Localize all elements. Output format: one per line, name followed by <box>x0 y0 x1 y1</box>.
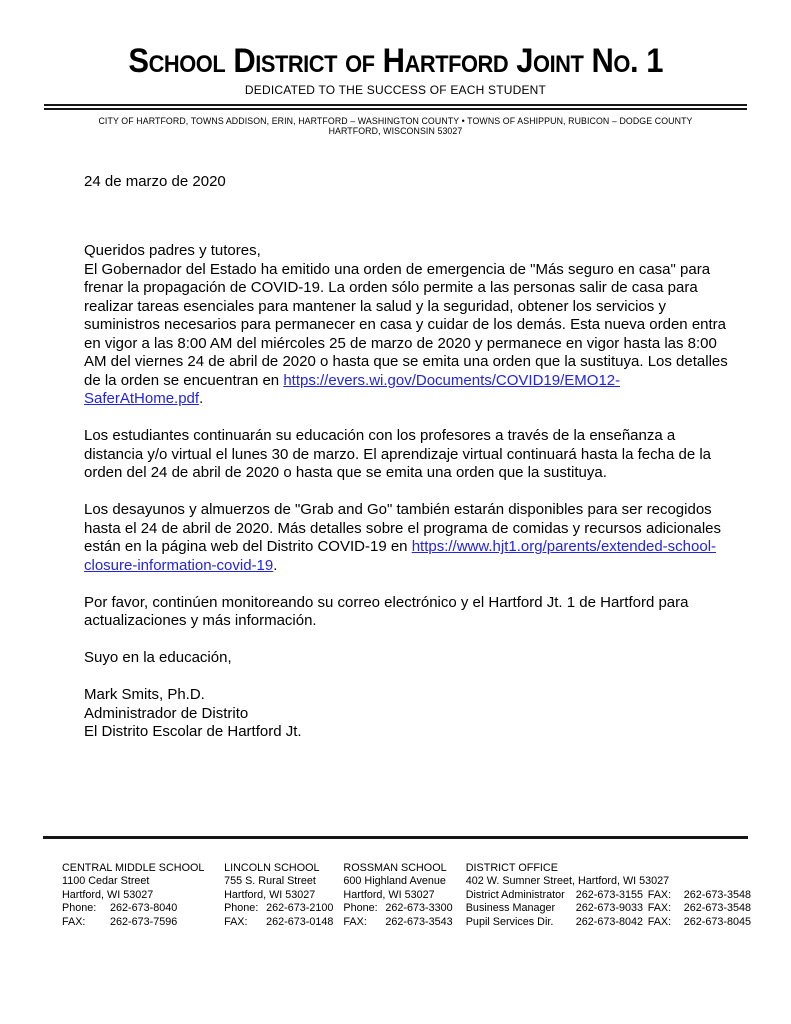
district-office-rows <box>466 889 751 929</box>
phone-label: Phone: <box>343 902 378 915</box>
signature-org: El Distrito Escolar de Hartford Jt. <box>84 723 302 741</box>
school-fax-row <box>343 916 465 929</box>
school-fax-row <box>62 916 224 929</box>
district-office-name: DISTRICT OFFICE <box>465 862 558 874</box>
district-office-row <box>466 902 751 915</box>
role-label: Pupil Services Dir. <box>465 915 554 928</box>
school-fax-row <box>224 916 343 929</box>
phone-label: Phone: <box>62 902 97 915</box>
school-phone-row <box>62 902 224 915</box>
role-label: Business Manager <box>465 902 556 915</box>
paragraph-emergency-order <box>84 261 734 409</box>
fax-label: FAX: <box>224 915 248 928</box>
paragraph-virtual-learning <box>84 427 734 483</box>
closing: Suyo en la educación, <box>84 649 232 667</box>
signature-name: Mark Smits, Ph.D. <box>84 686 205 704</box>
letter-body <box>84 173 734 742</box>
fax-number: 262-673-3548 <box>683 888 751 901</box>
letter-date: 24 de marzo de 2020 <box>84 172 226 190</box>
paragraph-grab-and-go-meals <box>84 501 734 575</box>
school-address-line: 600 Highland Avenue <box>343 875 446 888</box>
greeting: Queridos padres y tutores, <box>84 242 261 260</box>
fax-number: 262-673-8045 <box>683 915 751 928</box>
role-label: District Administrator <box>465 888 565 901</box>
title-wrap <box>0 44 791 80</box>
school-name: CENTRAL MIDDLE SCHOOL <box>62 862 205 874</box>
phone-number: 262-673-8042 <box>575 915 643 928</box>
phone-label: Phone: <box>224 902 259 915</box>
school-columns <box>62 862 751 929</box>
footer <box>0 836 791 929</box>
footer-rule <box>43 836 748 839</box>
school-phone-row <box>224 902 343 915</box>
signature-title: Administrador de Distrito <box>84 704 249 722</box>
fax-label: FAX: <box>647 915 672 928</box>
district-office-column <box>466 862 751 929</box>
phone-number: 262-673-8040 <box>110 902 178 915</box>
hyperlink[interactable]: https://evers.wi.gov/Documents/COVID19/EMO12-SaferAtHome.pdf <box>84 371 621 408</box>
school-address-line: Hartford, WI 53027 <box>224 888 316 901</box>
fax-number: 262-673-3548 <box>683 902 751 915</box>
school-address-line: 755 S. Rural Street <box>224 875 316 888</box>
text-segment: Los desayunos y almuerzos de "Grab and Go" también estarán disponibles para ser recogidos hasta el 24 de abril de 2020. Más detalles sobre el programa de comidas y recursos adicionales están en la página web del Distrito COVID-19 en <box>84 501 722 556</box>
district-title: School District of Hartford Joint No. 1 <box>128 42 663 80</box>
school-column <box>343 862 465 929</box>
fax-label: FAX: <box>647 888 672 901</box>
district-office-row <box>466 889 751 902</box>
district-office-address: 402 W. Sumner Street, Hartford, WI 53027 <box>465 875 670 888</box>
school-name: ROSSMAN SCHOOL <box>343 862 447 874</box>
text-segment: El Gobernador del Estado ha emitido una orden de emergencia de "Más seguro en casa" para frenar la propagación de COVID-19. La orden sólo permite a las personas salir de casa para realizar tareas esenciales para mantener la salud y la seguridad, obtener los servicios y suministros necesarios para permanecer en casa y cuidar de los demás. Esta nueva orden entra en vigor a las 8:00 AM del miércoles 25 de marzo de 2020 y permanece en vigor hasta las 8:00 AM del viernes 24 de abril de 2020 o hasta que se emita una orden que la sustituya. Los detalles de la orden se encuentran en <box>84 260 728 389</box>
phone-number: 262-673-2100 <box>266 902 334 915</box>
school-address-line: Hartford, WI 53027 <box>62 888 154 901</box>
school-column <box>224 862 343 929</box>
fax-label: FAX: <box>343 915 367 928</box>
fax-number: 262-673-0148 <box>266 915 334 928</box>
letterhead <box>0 0 791 137</box>
text-segment: . <box>199 390 204 408</box>
hyperlink[interactable]: https://www.hjt1.org/parents/extended-school-closure-information-covid-19 <box>84 538 717 574</box>
district-line-2: HARTFORD, WISCONSIN 53027 <box>328 126 463 137</box>
fax-number: 262-673-3543 <box>385 915 453 928</box>
school-phone-row <box>343 902 465 915</box>
district-motto: DEDICATED TO THE SUCCESS OF EACH STUDENT <box>244 82 547 97</box>
phone-number: 262-673-3155 <box>575 888 643 901</box>
district-service-area <box>0 116 791 137</box>
text-segment: Los estudiantes continuarán su educación con los profesores a través de la enseñanza a distancia y/o virtual el lunes 30 de marzo. El aprendizaje virtual continuará hasta la fecha de la orden del 24 de abril de 2020 o hasta que se emita una orden que la sustituya. <box>84 427 712 482</box>
phone-number: 262-673-3300 <box>385 902 453 915</box>
text-segment: Por favor, continúen monitoreando su correo electrónico y el Hartford Jt. 1 de Hartford para actualizaciones y más información. <box>84 593 689 630</box>
school-address-line: 1100 Cedar Street <box>62 875 150 888</box>
signature-block <box>84 686 734 742</box>
fax-label: FAX: <box>62 915 86 928</box>
school-name: LINCOLN SCHOOL <box>224 862 320 874</box>
school-column <box>62 862 224 929</box>
paragraph-monitor-email <box>84 594 734 631</box>
district-office-row <box>466 916 751 929</box>
fax-number: 262-673-7596 <box>110 915 178 928</box>
text-segment: . <box>273 556 278 574</box>
district-line-1: CITY OF HARTFORD, TOWNS ADDISON, ERIN, HARTFORD – WASHINGTON COUNTY • TOWNS OF ASHIPPUN, RUBICON – DODGE COUNTY <box>98 115 693 126</box>
phone-number: 262-673-9033 <box>575 902 643 915</box>
fax-label: FAX: <box>647 902 672 915</box>
header-double-rule <box>44 104 747 110</box>
school-address-line: Hartford, WI 53027 <box>343 888 435 901</box>
